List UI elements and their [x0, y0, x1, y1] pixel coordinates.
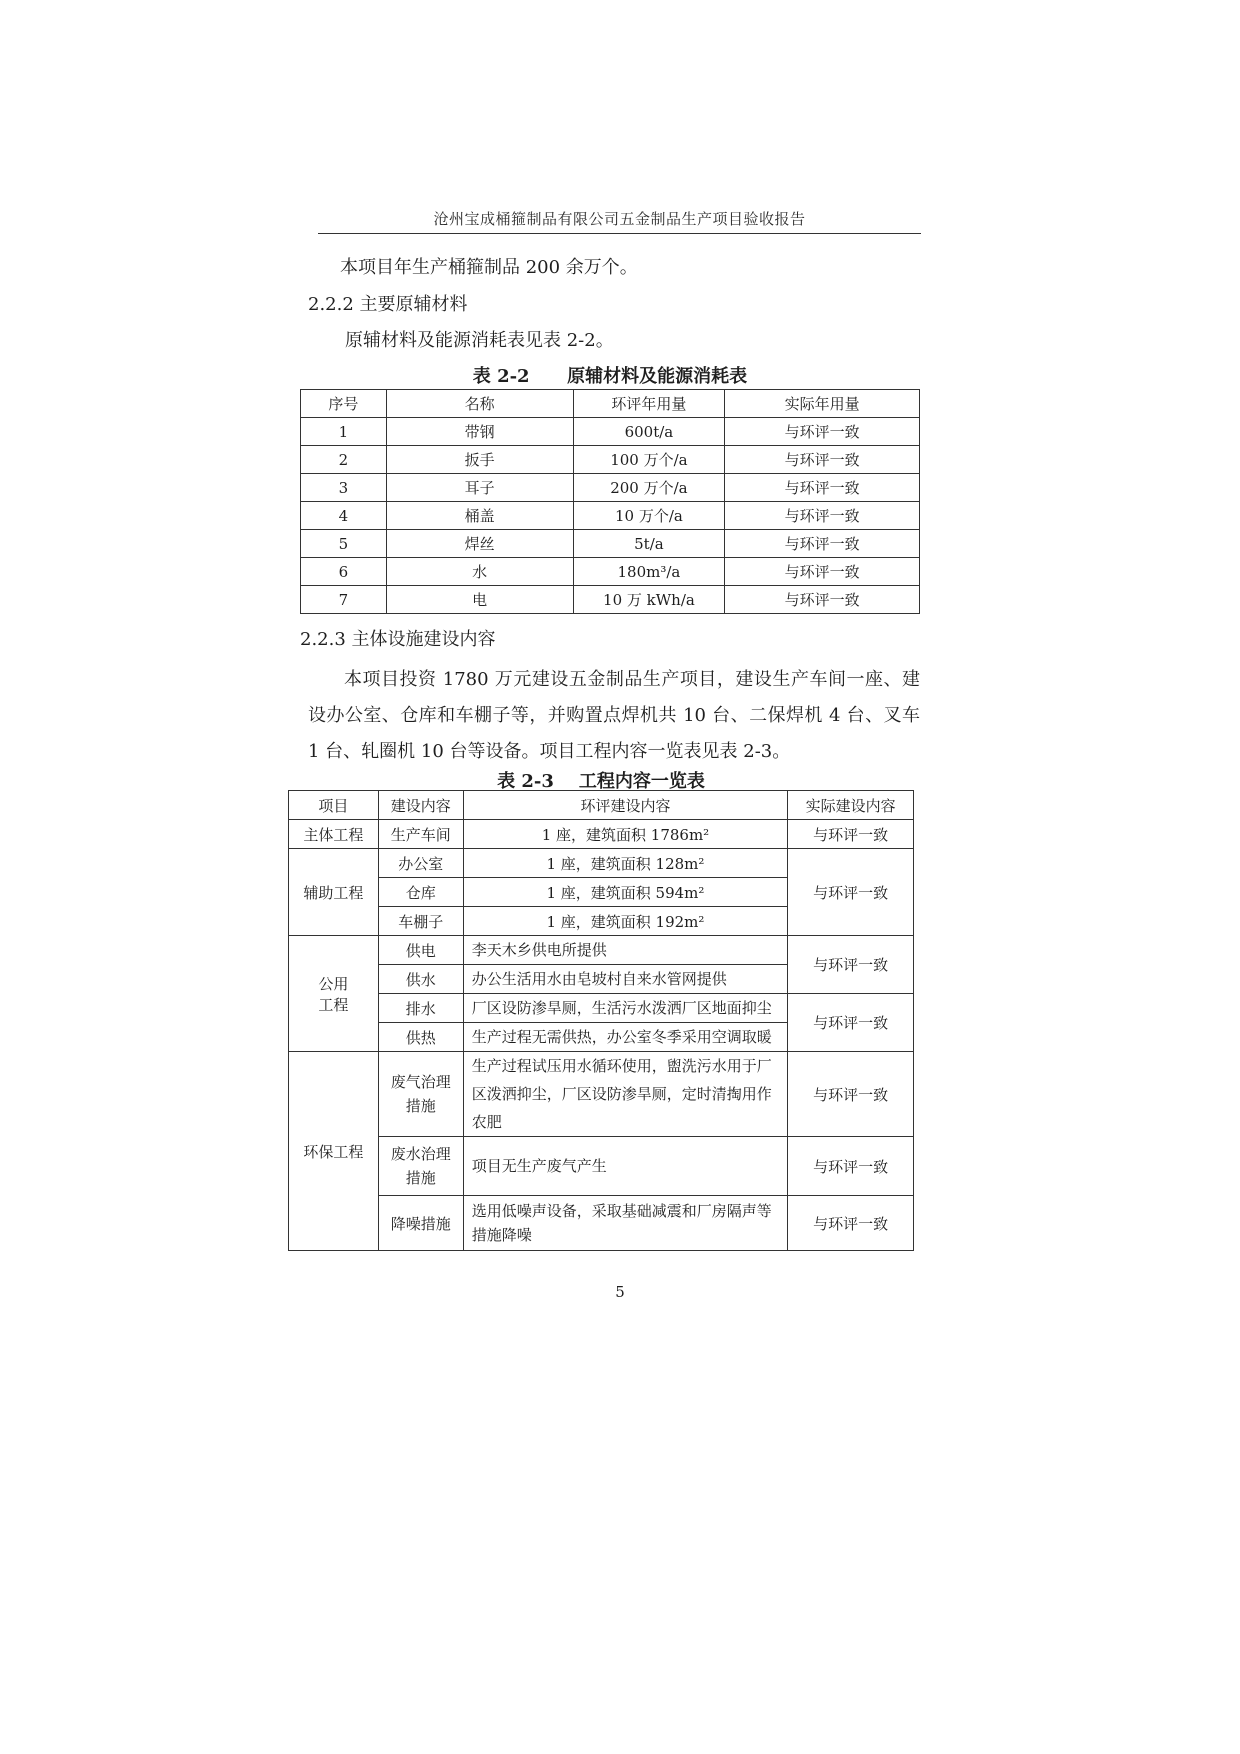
- table-row: [301, 586, 920, 614]
- table-row: [301, 530, 920, 558]
- column-header: 实际年用量: [725, 390, 920, 418]
- column-header: 建设内容: [378, 791, 463, 820]
- cell-actual-amount: 与环评一致: [725, 474, 920, 502]
- table-row: [289, 1137, 914, 1196]
- cell-content: 1 座，建筑面积 192m²: [463, 907, 787, 936]
- cell-item: 办公室: [378, 849, 463, 878]
- cell-item: 生产车间: [378, 820, 463, 849]
- cell-actual: 与环评一致: [788, 994, 914, 1052]
- cell-item: 供水: [378, 965, 463, 994]
- cell-no: 6: [301, 558, 387, 586]
- column-header: 环评建设内容: [463, 791, 787, 820]
- cell-name: 桶盖: [386, 502, 573, 530]
- cell-actual: 与环评一致: [788, 1196, 914, 1251]
- cell-content: 生产过程试压用水循环使用，盥洗污水用于厂区泼洒抑尘，厂区设防渗旱厕，定时清掏用作农肥: [463, 1052, 787, 1137]
- cell-eia-amount: 10 万个/a: [573, 502, 725, 530]
- cell-name: 带钢: [386, 418, 573, 446]
- cell-content: 生产过程无需供热，办公室冬季采用空调取暖: [463, 1023, 787, 1052]
- table-row: [301, 446, 920, 474]
- cell-item: 车棚子: [378, 907, 463, 936]
- column-header: 名称: [386, 390, 573, 418]
- cell-no: 4: [301, 502, 387, 530]
- cell-no: 3: [301, 474, 387, 502]
- cell-content: 办公生活用水由皂坡村自来水管网提供: [463, 965, 787, 994]
- cell-actual: 与环评一致: [788, 936, 914, 994]
- cell-actual-amount: 与环评一致: [725, 446, 920, 474]
- column-header: 环评年用量: [573, 390, 725, 418]
- cell-eia-amount: 10 万 kWh/a: [573, 586, 725, 614]
- cell-no: 7: [301, 586, 387, 614]
- table-row: [301, 474, 920, 502]
- cell-name: 水: [386, 558, 573, 586]
- cell-name: 扳手: [386, 446, 573, 474]
- table-row: [289, 820, 914, 849]
- cell-no: 2: [301, 446, 387, 474]
- cell-actual-amount: 与环评一致: [725, 586, 920, 614]
- table-row: [301, 418, 920, 446]
- cell-eia-amount: 100 万个/a: [573, 446, 725, 474]
- group-environmental-project: 环保工程: [289, 1052, 379, 1251]
- cell-actual: 与环评一致: [788, 1052, 914, 1137]
- table-row: [301, 502, 920, 530]
- cell-content: 选用低噪声设备，采取基础减震和厂房隔声等措施降噪: [463, 1196, 787, 1251]
- cell-actual: 与环评一致: [788, 849, 914, 936]
- table-2-3: [288, 790, 914, 1251]
- cell-actual-amount: 与环评一致: [725, 418, 920, 446]
- running-header: 沧州宝成桶箍制品有限公司五金制品生产项目验收报告: [433, 210, 806, 228]
- column-header: 实际建设内容: [788, 791, 914, 820]
- header-rule: [318, 233, 921, 234]
- group-public-project: 公用 工程: [289, 936, 379, 1052]
- group-auxiliary-project: 辅助工程: [289, 849, 379, 936]
- cell-actual-amount: 与环评一致: [725, 558, 920, 586]
- section-2-2-2-text: 原辅材料及能源消耗表见表 2-2。: [345, 330, 614, 351]
- cell-item: 降噪措施: [378, 1196, 463, 1251]
- table-row: [301, 558, 920, 586]
- group-main-project: 主体工程: [289, 820, 379, 849]
- cell-actual: 与环评一致: [788, 820, 914, 849]
- table-row: [289, 994, 914, 1023]
- table-2-2-caption: 表 2-2 原辅材料及能源消耗表: [472, 366, 748, 387]
- table-2-3-caption: 表 2-3 工程内容一览表: [497, 771, 705, 792]
- cell-item: 仓库: [378, 878, 463, 907]
- table-row: [289, 1196, 914, 1251]
- column-header: 序号: [301, 390, 387, 418]
- cell-item: 废水治理 措施: [378, 1137, 463, 1196]
- cell-content: 1 座，建筑面积 1786m²: [463, 820, 787, 849]
- section-2-2-2-heading: 2.2.2 主要原辅材料: [308, 294, 468, 315]
- cell-content: 厂区设防渗旱厕，生活污水泼洒厂区地面抑尘: [463, 994, 787, 1023]
- table-header-row: [289, 791, 914, 820]
- cell-no: 5: [301, 530, 387, 558]
- cell-item: 供电: [378, 936, 463, 965]
- table-row: [289, 936, 914, 965]
- intro-paragraph: 本项目年生产桶箍制品 200 余万个。: [340, 257, 638, 278]
- table-header-row: [301, 390, 920, 418]
- cell-actual-amount: 与环评一致: [725, 530, 920, 558]
- cell-eia-amount: 5t/a: [573, 530, 725, 558]
- cell-name: 焊丝: [386, 530, 573, 558]
- table-row: [289, 1052, 914, 1137]
- cell-eia-amount: 200 万个/a: [573, 474, 725, 502]
- cell-content: 项目无生产废气产生: [463, 1137, 787, 1196]
- section-2-2-3-heading: 2.2.3 主体设施建设内容: [300, 629, 496, 650]
- cell-eia-amount: 180m³/a: [573, 558, 725, 586]
- cell-item: 排水: [378, 994, 463, 1023]
- cell-actual-amount: 与环评一致: [725, 502, 920, 530]
- cell-content: 1 座，建筑面积 594m²: [463, 878, 787, 907]
- cell-item: 供热: [378, 1023, 463, 1052]
- cell-actual: 与环评一致: [788, 1137, 914, 1196]
- section-2-2-3-text: 本项目投资 1780 万元建设五金制品生产项目，建设生产车间一座、建设办公室、仓库和车棚子等，并购置点焊机共 10 台、二保焊机 4 台、叉车 1 台、轧圈机 10 台等设备。项目工程内容一览表见表 2-3。: [308, 669, 920, 762]
- cell-item: 废气治理 措施: [378, 1052, 463, 1137]
- cell-no: 1: [301, 418, 387, 446]
- cell-name: 电: [386, 586, 573, 614]
- cell-content: 李天木乡供电所提供: [463, 936, 787, 965]
- table-row: [289, 849, 914, 878]
- cell-eia-amount: 600t/a: [573, 418, 725, 446]
- cell-content: 1 座，建筑面积 128m²: [463, 849, 787, 878]
- table-2-2: [300, 389, 920, 614]
- cell-name: 耳子: [386, 474, 573, 502]
- page-number: 5: [615, 1283, 625, 1301]
- column-header: 项目: [289, 791, 379, 820]
